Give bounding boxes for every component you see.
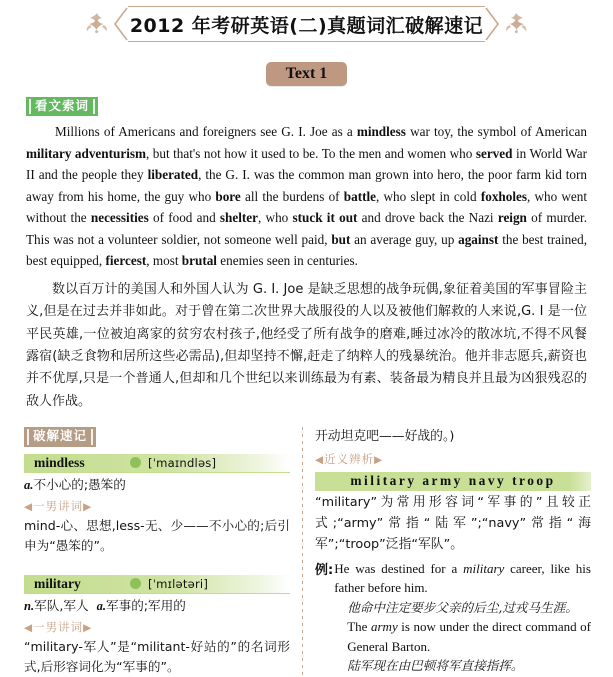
word-note: mind-心、思想,less-无、少——不小心的;后引申为“愚笨的”。: [24, 517, 290, 553]
notes-right-column: [315, 427, 591, 676]
passage-keyword: mindless: [356, 124, 406, 140]
example-keyword: army: [371, 619, 398, 635]
passage-text: Millions of Americans and foreigners see G. I. Joe as a: [55, 124, 357, 140]
compare-words-bar: military army navy troop: [315, 472, 591, 491]
passage-text: , who went without the: [26, 188, 588, 226]
passage-text: war toy, the symbol of American: [405, 124, 587, 140]
example-text: is now under the direct command of General Barton.: [347, 619, 591, 654]
passage-chinese: 数以百万计的美国人和外国人认为 G. I. Joe 是缺乏思想的战争玩偶,象征着美国的军事冒险主义,但是在过去并非如此。对于曾在第二次世界大战服役的人以及被他们解救的人来说,G. I 是一位平民英雄,一位被迫离家的贫穷农村孩子,他经受了所有战争的磨难,睡过冰冷的散冰坑,不得不风餐露宿(缺乏食物和居所这些必需品),但却坚持不懈,赶走了纳粹人的残暴统治。他并非志愿兵,薪资也并不优厚,只是一个普通人,但却和几个世纪以来训练最为有素、装备最为精良并且最为凶狠残忍的敌人作战。: [26, 281, 587, 409]
word-definition: [24, 476, 290, 494]
part-of-speech: a.: [24, 477, 34, 492]
marker-label: 一男讲词: [33, 619, 84, 634]
passage-keyword: against: [458, 231, 499, 247]
notes-columns: [0, 427, 613, 676]
example-english: [334, 559, 591, 598]
passage-text: and drove back the Nazi: [357, 210, 498, 226]
definition-text: 军队,军人: [34, 597, 89, 613]
continued-note-line: 开动坦克吧——好战的。): [315, 429, 455, 445]
passage-text: , who slept in cold: [376, 188, 481, 204]
example-list: [334, 559, 591, 676]
passage-keyword: but: [331, 231, 351, 247]
passage-text: the best trained, best equipped,: [26, 231, 588, 269]
section-tag-kanwensuoci: 看文索词: [26, 97, 98, 116]
passage-text: an average guy, up: [350, 231, 459, 247]
example-text: The: [347, 619, 371, 635]
chevron-right-decor-icon: [485, 7, 499, 41]
entry-spacer: [24, 556, 290, 568]
word-headword: mindless: [34, 454, 85, 470]
definition-text: 不小心的;愚笨的: [33, 476, 126, 492]
passage-text: , but that's not how it used to be. To the men and women who: [145, 145, 476, 161]
passage-keyword: military adventurism: [26, 145, 146, 161]
passage-text: , most: [146, 253, 182, 269]
marker-label: 一男讲词: [33, 498, 84, 513]
word-definition: [24, 597, 290, 615]
marker-yinanjiangci: ◀一男讲词▶: [24, 619, 93, 634]
example-keyword: military: [463, 560, 505, 576]
passage-keyword: liberated: [147, 167, 199, 183]
page-title-box: [128, 6, 485, 42]
example-english: [334, 617, 591, 656]
speaker-circle-icon[interactable]: [130, 457, 141, 468]
page-header: [0, 0, 613, 40]
chevron-left-decor-icon: [114, 7, 128, 41]
passage-keyword: fiercest: [105, 253, 147, 269]
passage-keyword: brutal: [181, 253, 217, 269]
speaker-circle-icon[interactable]: [130, 578, 141, 589]
word-phonetic: [ˈmɪlətəri]: [148, 576, 209, 591]
marker-label: 近义辨析: [324, 452, 375, 467]
word-phonetic: [ˈmaɪndləs]: [148, 455, 217, 470]
passage-text: , the G. I. was the common man grown into hero, the poor farm kid torn away from his home, the guy who: [26, 167, 587, 204]
passage-tag-row: [0, 97, 613, 116]
section-tag-pojiesuji: 破解速记: [24, 427, 96, 446]
passage-keyword: stuck it out: [292, 210, 358, 226]
passage-keyword: necessities: [90, 210, 149, 226]
text-section-header: [0, 62, 613, 86]
word-headword: military: [34, 575, 81, 591]
notes-left-column: [24, 427, 290, 676]
page-title: 2012 年考研英语(二)真题词汇破解速记: [129, 14, 484, 37]
word-entry-header: [24, 575, 290, 594]
word-entry-header: [24, 454, 290, 473]
flourish-ornament-icon-right: [503, 9, 529, 39]
word-note: “military-军人”是“militant-好站的”的名词形式,后形容词化为“军事的”。: [24, 638, 290, 674]
example-text: career, like his father before him.: [334, 560, 591, 596]
example-chinese: 陆军现在由巴顿将军直接指挥。: [347, 658, 524, 674]
compare-explanation: “military”为常用形容词“军事的”且较正式;“army”常指“陆军”;“navy”常指“海军”;“troop”泛指“军队”。: [315, 495, 591, 552]
part-of-speech-2: a.: [96, 598, 107, 613]
passage-keyword: foxholes: [480, 188, 527, 204]
passage-keyword: shelter: [219, 210, 259, 226]
passage-text: , who: [258, 210, 293, 226]
passage-keyword: bore: [215, 188, 241, 204]
passage-english: [26, 121, 587, 272]
part-of-speech: n.: [24, 598, 35, 613]
marker-row: [24, 615, 290, 636]
text-1-badge: Text 1: [266, 62, 348, 86]
passage-text: of murder. This was not a volunteer soldier, not someone well paid,: [26, 210, 588, 247]
word-entry: [24, 575, 290, 677]
example-block: [315, 559, 591, 676]
passage-keyword: served: [475, 145, 513, 161]
marker-jinyibianxi: ◀近义辨析▶: [315, 452, 384, 467]
example-text: He was destined for a: [334, 560, 464, 576]
passage-text: of food and: [148, 210, 220, 226]
example-chinese: 他命中注定要步父亲的后尘,过戎马生涯。: [347, 599, 578, 615]
word-entry: [24, 454, 290, 556]
passage-text: all the burdens of: [240, 188, 344, 204]
title-frame: [110, 7, 503, 41]
passage-keyword: battle: [343, 188, 376, 204]
passage-text: enemies seen in centuries.: [216, 253, 358, 269]
column-divider: [302, 427, 303, 676]
passage-keyword: reign: [497, 210, 527, 226]
marker-yinanjiangci: ◀一男讲词▶: [24, 498, 93, 513]
marker-row: [24, 494, 290, 515]
flourish-ornament-icon-left: [84, 9, 110, 39]
example-label: 例:: [315, 562, 334, 578]
notes-tag-row: [24, 427, 290, 446]
passage-text: in World War II and the people they: [26, 145, 587, 183]
marker-row: [315, 447, 591, 468]
definition-text-2: 军事的;军用的: [106, 597, 186, 613]
